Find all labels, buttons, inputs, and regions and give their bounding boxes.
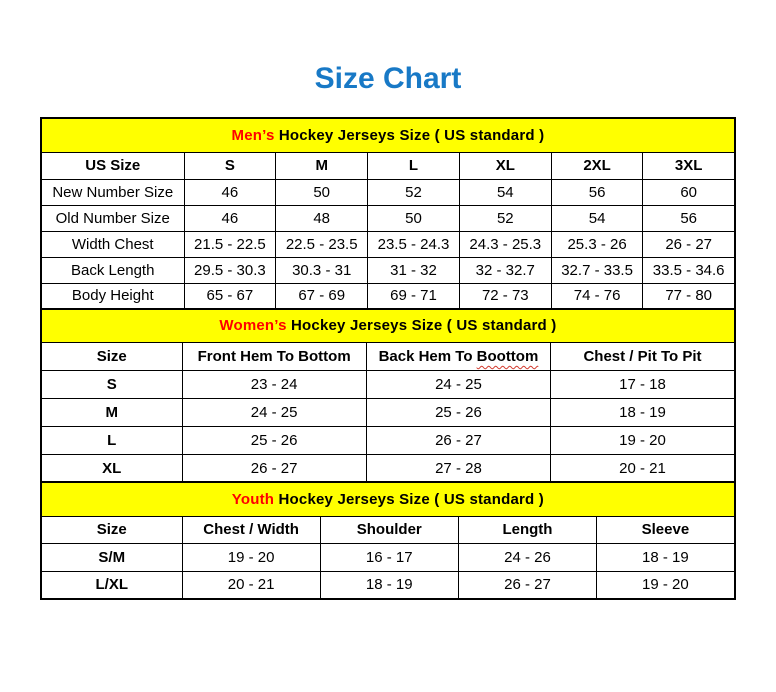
mens-caption-highlight: Men’s (231, 126, 275, 144)
mens-column-header: 2XL (551, 152, 643, 179)
womens-caption-highlight: Women’s (219, 317, 287, 335)
youth-value-cell: 16 - 17 (320, 543, 458, 571)
mens-value-cell: 50 (276, 179, 368, 205)
womens-row-label: XL (41, 455, 182, 483)
youth-value-cell: 20 - 21 (182, 571, 320, 599)
mens-value-cell: 46 (184, 179, 276, 205)
mens-caption-row (41, 118, 735, 152)
mens-value-cell: 33.5 - 34.6 (643, 257, 735, 283)
mens-caption (41, 118, 735, 152)
mens-caption-rest: Hockey Jerseys Size ( US standard ) (274, 126, 545, 144)
womens-column-header (366, 343, 550, 371)
youth-value-cell: 18 - 19 (320, 571, 458, 599)
womens-row-label: L (41, 427, 182, 455)
womens-value-cell: 27 - 28 (366, 455, 550, 483)
page-title: Size Chart (314, 62, 462, 95)
mens-header-row (41, 152, 735, 179)
womens-row-label: S (41, 371, 182, 399)
mens-value-cell: 52 (459, 205, 551, 231)
womens-value-cell: 24 - 25 (366, 371, 550, 399)
youth-value-cell: 19 - 20 (182, 543, 320, 571)
mens-value-cell: 69 - 71 (368, 283, 460, 309)
womens-header-row (41, 343, 735, 371)
mens-value-cell: 60 (643, 179, 735, 205)
mens-value-cell: 50 (368, 205, 460, 231)
mens-column-header: L (368, 152, 460, 179)
mens-value-cell: 22.5 - 23.5 (276, 231, 368, 257)
youth-value-cell: 24 - 26 (458, 543, 596, 571)
womens-value-cell: 19 - 20 (551, 427, 735, 455)
womens-column-header: Size (41, 343, 182, 371)
youth-column-header: Size (41, 516, 182, 543)
mens-column-header: US Size (41, 152, 184, 179)
mens-row-label: Old Number Size (41, 205, 184, 231)
mens-value-cell: 32 - 32.7 (459, 257, 551, 283)
mens-value-cell: 24.3 - 25.3 (459, 231, 551, 257)
womens-value-cell: 26 - 27 (182, 455, 366, 483)
womens-value-cell: 17 - 18 (551, 371, 735, 399)
mens-value-cell: 54 (459, 179, 551, 205)
youth-caption-rest: Hockey Jerseys Size ( US standard ) (274, 490, 544, 508)
youth-row-label: L/XL (41, 571, 182, 599)
womens-value-cell: 18 - 19 (551, 399, 735, 427)
womens-table-row (41, 427, 735, 455)
mens-row-label: New Number Size (41, 179, 184, 205)
womens-caption-row (41, 309, 735, 343)
mens-value-cell: 30.3 - 31 (276, 257, 368, 283)
mens-value-cell: 25.3 - 26 (551, 231, 643, 257)
mens-column-header: XL (459, 152, 551, 179)
mens-value-cell: 74 - 76 (551, 283, 643, 309)
womens-caption (41, 309, 735, 343)
youth-caption-row (41, 482, 735, 516)
mens-table-row (41, 231, 735, 257)
womens-column-header-text: Back Hem To (378, 348, 477, 365)
mens-value-cell: 32.7 - 33.5 (551, 257, 643, 283)
youth-column-header: Sleeve (597, 516, 735, 543)
mens-column-header: M (276, 152, 368, 179)
size-tables-container (40, 117, 734, 600)
youth-value-cell: 26 - 27 (458, 571, 596, 599)
mens-table-row (41, 257, 735, 283)
misspelled-word: Boottom (476, 348, 539, 365)
womens-value-cell: 24 - 25 (182, 399, 366, 427)
mens-size-table (40, 117, 736, 310)
womens-column-header: Front Hem To Bottom (182, 343, 366, 371)
mens-row-label: Back Length (41, 257, 184, 283)
mens-value-cell: 48 (276, 205, 368, 231)
youth-column-header: Length (458, 516, 596, 543)
womens-table-row (41, 399, 735, 427)
mens-value-cell: 46 (184, 205, 276, 231)
mens-value-cell: 31 - 32 (368, 257, 460, 283)
youth-table-row (41, 543, 735, 571)
mens-value-cell: 26 - 27 (643, 231, 735, 257)
youth-caption (41, 482, 735, 516)
mens-value-cell: 23.5 - 24.3 (368, 231, 460, 257)
mens-table-row (41, 205, 735, 231)
mens-value-cell: 21.5 - 22.5 (184, 231, 276, 257)
mens-value-cell: 56 (551, 179, 643, 205)
womens-size-table (40, 308, 736, 484)
womens-value-cell: 26 - 27 (366, 427, 550, 455)
youth-column-header: Shoulder (320, 516, 458, 543)
mens-value-cell: 65 - 67 (184, 283, 276, 309)
mens-value-cell: 72 - 73 (459, 283, 551, 309)
womens-value-cell: 25 - 26 (366, 399, 550, 427)
youth-row-label: S/M (41, 543, 182, 571)
womens-table-row (41, 455, 735, 483)
mens-column-header: 3XL (643, 152, 735, 179)
youth-table-row (41, 571, 735, 599)
youth-value-cell: 18 - 19 (597, 543, 735, 571)
mens-row-label: Width Chest (41, 231, 184, 257)
mens-value-cell: 56 (643, 205, 735, 231)
womens-table-row (41, 371, 735, 399)
mens-row-label: Body Height (41, 283, 184, 309)
youth-size-table (40, 481, 736, 600)
womens-value-cell: 20 - 21 (551, 455, 735, 483)
youth-column-header: Chest / Width (182, 516, 320, 543)
womens-row-label: M (41, 399, 182, 427)
mens-value-cell: 67 - 69 (276, 283, 368, 309)
youth-value-cell: 19 - 20 (597, 571, 735, 599)
mens-value-cell: 77 - 80 (643, 283, 735, 309)
womens-column-header: Chest / Pit To Pit (551, 343, 735, 371)
womens-value-cell: 23 - 24 (182, 371, 366, 399)
mens-table-row (41, 179, 735, 205)
mens-table-row (41, 283, 735, 309)
womens-value-cell: 25 - 26 (182, 427, 366, 455)
mens-column-header: S (184, 152, 276, 179)
mens-value-cell: 29.5 - 30.3 (184, 257, 276, 283)
womens-caption-rest: Hockey Jerseys Size ( US standard ) (286, 317, 557, 335)
mens-value-cell: 52 (368, 179, 460, 205)
youth-caption-highlight: Youth (231, 490, 275, 508)
youth-header-row (41, 516, 735, 543)
mens-value-cell: 54 (551, 205, 643, 231)
